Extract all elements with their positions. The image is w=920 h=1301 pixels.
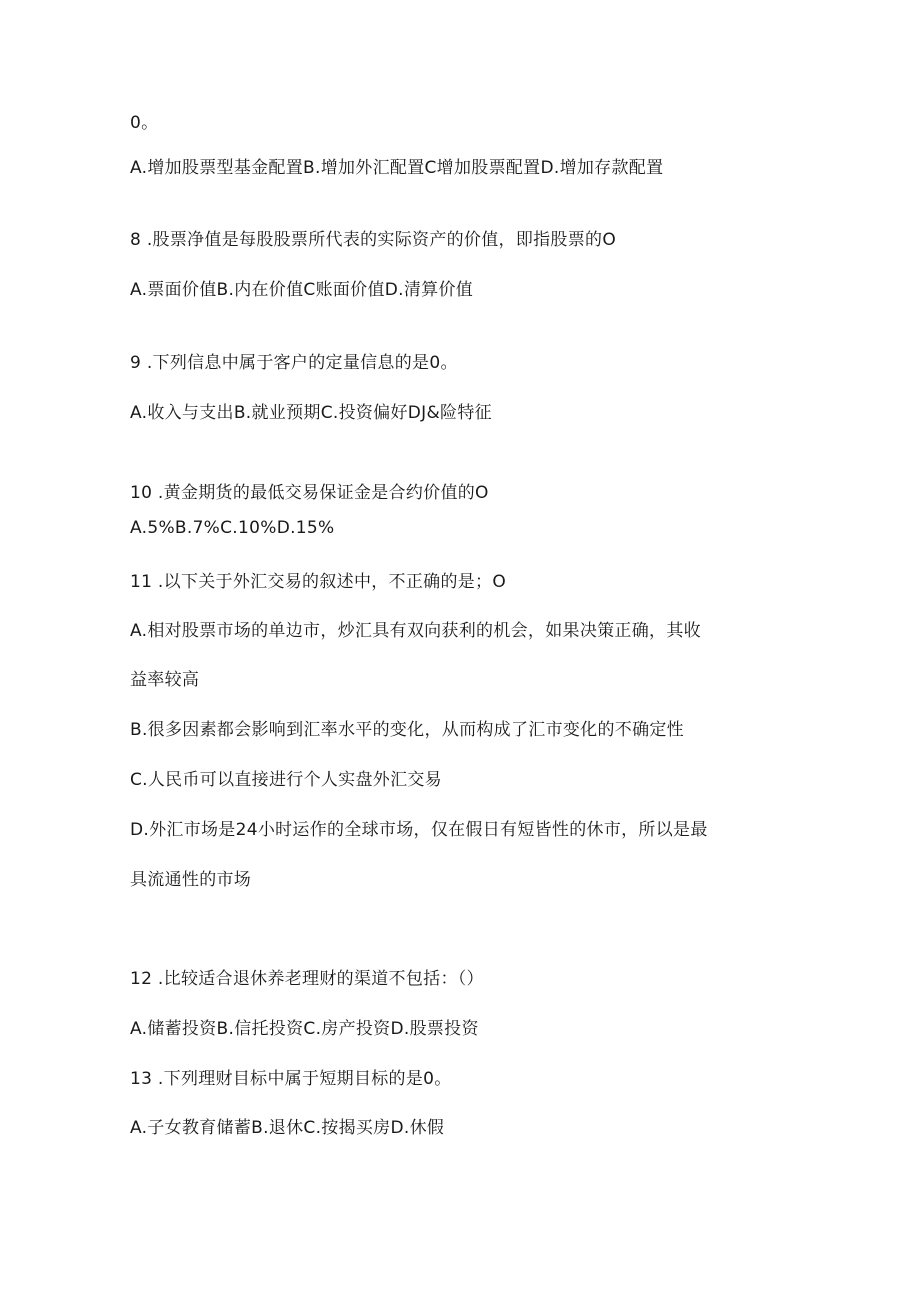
- question-11-stem: 11 .以下关于外汇交易的叙述中，不正确的是；O: [130, 572, 507, 592]
- question-12-options: A.储蓄投资B.信托投资C.房产投资D.股票投资: [130, 1019, 479, 1039]
- question-11-option-d-cont: 具流通性的市场: [130, 870, 252, 890]
- question-11-option-c: C.人民币可以直接进行个人实盘外汇交易: [130, 770, 442, 790]
- question-11-option-a-cont: 益率较高: [130, 670, 200, 690]
- question-7-options: A.增加股票型基金配置B.增加外汇配置C增加股票配置D.增加存款配置: [130, 158, 664, 178]
- question-11-option-d: D.外汇市场是24小时运作的全球市场，仅在假日有短皆性的休市，所以是最: [130, 820, 708, 840]
- question-8-stem: 8 .股票净值是每股股票所代表的实际资产的价值，即指股票的O: [130, 230, 617, 250]
- question-11-option-a: A.相对股票市场的单边市，炒汇具有双向获利的机会，如果决策正确，其收: [130, 621, 701, 641]
- question-10-options: A.5%B.7%C.10%D.15%: [130, 518, 335, 538]
- question-9-stem: 9 .下列信息中属于客户的定量信息的是0。: [130, 353, 458, 373]
- question-9-options: A.收入与支出B.就业预期C.投资偏好DJ&险特征: [130, 403, 492, 423]
- question-11-option-b: B.很多因素都会影响到汇率水平的变化，从而构成了汇市变化的不确定性: [130, 720, 684, 740]
- question-12-stem: 12 .比较适合退休养老理财的渠道不包括：（）: [130, 969, 484, 989]
- question-7-tail: 0。: [130, 113, 159, 133]
- question-8-options: A.票面价值B.内在价值C账面价值D.清算价值: [130, 280, 474, 300]
- question-10-stem: 10 .黄金期货的最低交易保证金是合约价值的O: [130, 483, 489, 503]
- question-13-options: A.子女教育储蓄B.退休C.按揭买房D.休假: [130, 1118, 445, 1138]
- question-13-stem: 13 .下列理财目标中属于短期目标的是0。: [130, 1069, 452, 1089]
